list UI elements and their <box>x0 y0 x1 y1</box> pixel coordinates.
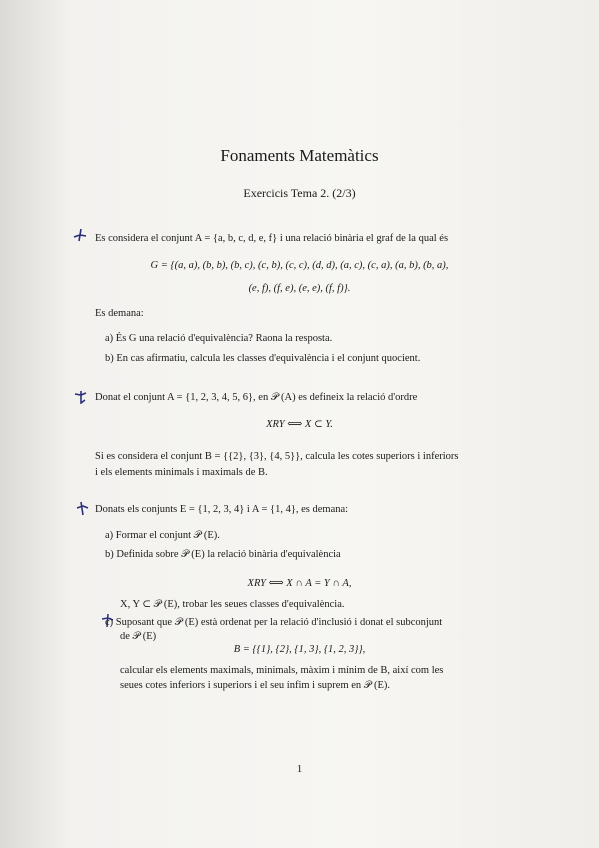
exercise-3-relation: XRY ⟺ X ∩ A = Y ∩ A, <box>247 578 352 589</box>
exercise-3-item-c-line-4: seues cotes inferiors i superiors i el seu ínfim i suprem en 𝒫 (E). <box>120 680 391 691</box>
exercise-3-intro: Donats els conjunts E = {1, 2, 3, 4} i A = {1, 4}, es demana: <box>95 504 349 515</box>
exercise-1-graph-line-1: G = {(a, a), (b, b), (b, c), (c, b), (c, c), (d, d), (a, c), (c, a), (a, b), (b, a), <box>150 260 449 271</box>
document-title: Fonaments Matemàtics <box>220 146 379 165</box>
exercise-3-item-a: a) Formar el conjunt 𝒫 (E). <box>105 530 220 541</box>
exercise-3-item-b: b) Definida sobre 𝒫 (E) la relació binària d'equivalència <box>105 549 341 560</box>
exercise-1-item-a: a) És G una relació d'equivalència? Raona la resposta. <box>105 333 333 344</box>
exercise-1-item-b: b) En cas afirmatiu, calcula les classes d'equivalència i el conjunt quocient. <box>105 353 421 364</box>
exercise-2-line-2: i els elements minimals i maximals de B. <box>95 467 268 478</box>
exercise-1-intro: Es considera el conjunt A = {a, b, c, d, e, f} i una relació binària el graf de la qual és <box>95 233 449 244</box>
exercise-2-line-1: Si es considera el conjunt B = {{2}, {3}, {4, 5}}, calcula les cotes superiors i inferiors <box>95 451 459 462</box>
exercise-2-intro: Donat el conjunt A = {1, 2, 3, 4, 5, 6}, en 𝒫 (A) es defineix la relació d'ordre <box>95 392 418 403</box>
exercise-1-asks: Es demana: <box>95 308 144 319</box>
exercise-2-relation: XRY ⟺ X ⊂ Y. <box>266 419 333 430</box>
exercise-3-item-c-line-2: de 𝒫 (E) <box>120 631 157 642</box>
exercise-3-item-c-line-1: c) Suposant que 𝒫 (E) està ordenat per la relació d'inclusió i donat el subconjunt <box>105 617 443 628</box>
handwritten-check-mark-1 <box>72 227 88 243</box>
handwritten-check-mark-2 <box>73 388 89 404</box>
page-number: 1 <box>296 763 303 775</box>
exercise-1-graph-line-2: (e, f), (f, e), (e, e), (f, f)}. <box>248 283 351 294</box>
exercise-3-item-c-line-3: calcular els elements maximals, minimals, màxim i mínim de B, així com les <box>120 665 444 676</box>
document-subtitle: Exercicis Tema 2. (2/3) <box>243 186 356 200</box>
exercise-3-subset: B = {{1}, {2}, {1, 3}, {1, 2, 3}}, <box>233 644 366 655</box>
handwritten-check-mark-3 <box>74 500 90 516</box>
exercise-3-item-b-continued: X, Y ⊂ 𝒫 (E), trobar les seues classes d'equivalència. <box>120 599 345 610</box>
